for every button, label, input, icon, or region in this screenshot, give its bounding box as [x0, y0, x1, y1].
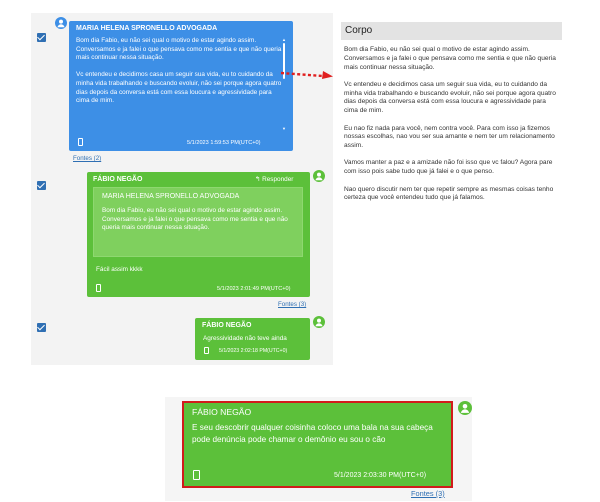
message-3-checkbox[interactable]: [37, 323, 46, 332]
message-bubble-3[interactable]: [195, 318, 310, 360]
corpo-paragraph: Nao quero discutir nem ter que repetir sempre as mesmas coisas tenho certeza que você entendeu tudo que já falamos.: [344, 185, 554, 202]
quoted-text: Bom dia Fabio, eu não sei qual o motivo de estar agindo assim. Conversamos e ja falei o que pensava como me sentia e que não queria mais continuar nessa situação.: [102, 207, 288, 232]
user-avatar-icon: [313, 316, 325, 328]
message-text: E seu descobrir qualquer coisinha coloco uma bala na sua cabeça pode denúncia pode chamar o demônio eu sou o cão: [192, 423, 433, 444]
message-text: Agressividade não teve ainda: [203, 335, 287, 342]
message-2-checkbox[interactable]: [37, 181, 46, 190]
message-timestamp: 5/1/2023 2:03:30 PM(UTC+0): [334, 472, 427, 479]
quoted-sender: MARIA HELENA SPRONELLO ADVOGADA: [102, 193, 240, 200]
reply-icon: ↰: [255, 176, 261, 183]
reply-button[interactable]: [255, 175, 293, 183]
phone-icon: [96, 284, 101, 292]
corpo-paragraph: Bom dia Fabio, eu não sei qual o motivo de estar agindo assim. Conversamos e ja falei o que pensava como me sentia e que não queria mais continuar nessa situação.: [344, 46, 556, 71]
reply-label: Responder: [262, 176, 294, 183]
corpo-paragraph: Eu nao fiz nada para você, nem contra você. Para com isso ja fizemos nossas escolhas, nao vou ser sua amante e nem ter um relacionamento assim.: [344, 124, 555, 150]
user-avatar-icon: [458, 401, 472, 415]
corpo-paragraph: Vamos manter a paz e a amizade não foi isso que vc falou? Agora pare com isso pois sabe tudo que já falei e o que penso.: [344, 159, 553, 176]
sources-link[interactable]: Fontes (2): [73, 155, 102, 162]
message-sender: FÁBIO NEGÃO: [202, 322, 252, 329]
message-timestamp: 5/1/2023 2:01:49 PM(UTC+0): [217, 286, 291, 292]
message-text: Fácil assim kkkk: [96, 266, 143, 273]
phone-icon: [193, 470, 200, 480]
user-avatar-icon: [55, 17, 67, 29]
highlighted-message-bubble[interactable]: [182, 401, 453, 488]
phone-icon: [204, 347, 209, 354]
corpo-header: Corpo: [341, 22, 562, 40]
phone-icon: [78, 138, 83, 146]
quoted-message[interactable]: [93, 187, 303, 257]
message-sender: FÁBIO NEGÃO: [192, 407, 252, 417]
sources-link[interactable]: Fontes (3): [278, 301, 307, 308]
scroll-down-icon[interactable]: ▼: [282, 126, 286, 131]
message-sender: FÁBIO NEGÃO: [93, 176, 143, 183]
arrow-icon: [279, 67, 337, 79]
scroll-up-icon[interactable]: ▲: [282, 37, 286, 42]
user-avatar-icon: [313, 170, 325, 182]
corpo-paragraph: Vc entendeu e decidimos casa um seguir sua vida, eu to cuidando da minha vida trabalhando e buscando evoluir, não sei porque agora quatro dias depois da conversa está com essa loucura e agressividade para cima de mim.: [344, 80, 556, 115]
message-text: Bom dia Fabio, eu não sei qual o motivo de estar agindo assim. Conversamos e ja falei o que pensava como me sentia e que não queria mais continuar nessa situação. Vc entendeu e decidimos casa um seguir sua vida, eu to cuidando da minha vida trabalhando e buscando evoluir, não sei porque agora quatro dias depois da conversa está com essa loucura e agressividade para cima de mim.: [76, 37, 282, 105]
message-1-checkbox[interactable]: [37, 33, 46, 42]
message-sender: MARIA HELENA SPRONELLO ADVOGADA: [76, 25, 218, 32]
message-bubble-1[interactable]: [69, 21, 293, 151]
corpo-body: [344, 46, 560, 212]
message-timestamp: 5/1/2023 1:59:53 PM(UTC+0): [187, 140, 261, 146]
message-timestamp: 5/1/2023 2:02:18 PM(UTC+0): [219, 348, 288, 354]
message-bubble-2[interactable]: [87, 172, 310, 297]
sources-link[interactable]: Fontes (3): [411, 489, 445, 498]
